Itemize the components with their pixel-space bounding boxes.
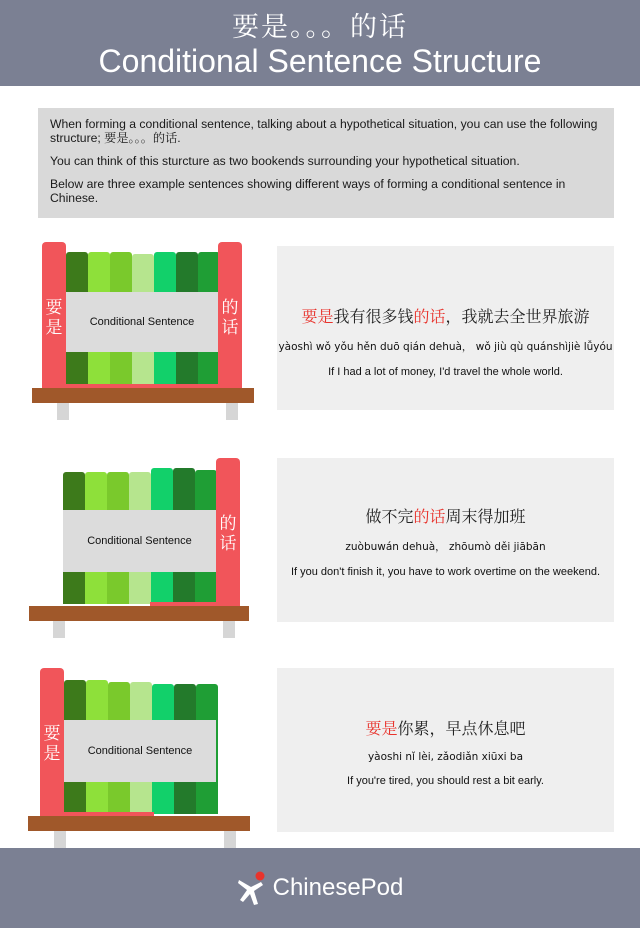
example-english: If I had a lot of money, I'd travel the whole world. xyxy=(328,366,563,378)
bookend-left-char-2: 是 xyxy=(45,318,63,338)
chinesepod-logo[interactable] xyxy=(237,870,404,906)
conditional-sentence-band: Conditional Sentence xyxy=(63,510,216,572)
bookend-left-char-1: 要 xyxy=(43,724,61,744)
bookend-left xyxy=(40,668,64,816)
example-chinese xyxy=(277,504,614,527)
bookend-right-char-1: 的 xyxy=(221,298,239,318)
bookend-left xyxy=(42,242,66,388)
example-pinyin: yàoshi nǐ lèi, zǎodiǎn xiūxi ba xyxy=(367,751,524,763)
conditional-sentence-band: Conditional Sentence xyxy=(64,720,216,782)
shelf-board xyxy=(32,388,254,403)
marker-start: 要是 xyxy=(365,719,398,738)
page-footer xyxy=(0,848,640,928)
shelf-board xyxy=(29,606,249,621)
brand-name: ChinesePod xyxy=(272,874,404,901)
marker-end: 的话 xyxy=(413,507,446,526)
page-header xyxy=(0,0,640,86)
example-pinyin: yàoshì wǒ yǒu hěn duō qián dehuà， wǒ jiù qù quánshìjiè lǚyóu xyxy=(278,341,613,353)
page-title-chinese: 要是。。。的话 xyxy=(232,12,408,43)
shelf-leg-left xyxy=(57,403,69,420)
sentence-rest: 周末得加班 xyxy=(445,507,526,526)
sentence-rest: ，我就去全世界旅游 xyxy=(445,307,590,326)
bookend-left-char-2: 是 xyxy=(43,744,61,764)
marker-start: 要是 xyxy=(301,307,334,326)
bookend-right-char-1: 的 xyxy=(219,514,237,534)
bookshelf-example-3 xyxy=(0,664,270,864)
example-card-1 xyxy=(277,246,614,410)
example-card-3 xyxy=(277,668,614,832)
page-title-english: Conditional Sentence Structure xyxy=(98,43,542,79)
shelf-leg-left xyxy=(54,831,66,848)
bookend-left-char-1: 要 xyxy=(45,298,63,318)
intro-box xyxy=(38,108,614,218)
sentence-middle: 我有很多钱 xyxy=(333,307,414,326)
sentence-middle: 你累 xyxy=(397,719,430,738)
bookshelf-example-2 xyxy=(0,452,270,652)
intro-paragraph-3: Below are three example sentences showing different ways of forming a conditional sentence in Chinese. xyxy=(50,177,566,205)
shelf-leg-right xyxy=(226,403,238,420)
shelf-leg-left xyxy=(53,621,65,638)
shelf-leg-right xyxy=(223,621,235,638)
shelf-leg-right xyxy=(224,831,236,848)
bookend-right-char-2: 话 xyxy=(221,318,239,338)
sentence-middle: 做不完 xyxy=(365,507,414,526)
intro-paragraph-2: You can think of this sturcture as two bookends surrounding your hypothetical situation. xyxy=(50,154,520,168)
bookend-right xyxy=(216,458,240,606)
conditional-sentence-band: Conditional Sentence xyxy=(66,292,218,352)
example-english: If you don't finish it, you have to work overtime on the weekend. xyxy=(290,566,601,578)
example-card-2 xyxy=(277,458,614,622)
sentence-rest: ，早点休息吧 xyxy=(429,719,526,738)
marker-end: 的话 xyxy=(413,307,446,326)
bookshelf-example-1 xyxy=(0,236,270,436)
example-chinese xyxy=(277,304,614,327)
intro-paragraph-1: When forming a conditional sentence, talking about a hypothetical situation, you can use the following structure; 要是。。。的话. xyxy=(50,117,598,145)
example-chinese xyxy=(277,716,614,739)
bookend-right-char-2: 话 xyxy=(219,534,237,554)
example-pinyin: zuòbuwán dehuà， zhōumò děi jiābān xyxy=(345,541,546,553)
shelf-board xyxy=(28,816,250,831)
chinesepod-figure-icon xyxy=(237,870,271,906)
bookend-right xyxy=(218,242,242,388)
example-english: If you're tired, you should rest a bit early. xyxy=(347,775,544,787)
